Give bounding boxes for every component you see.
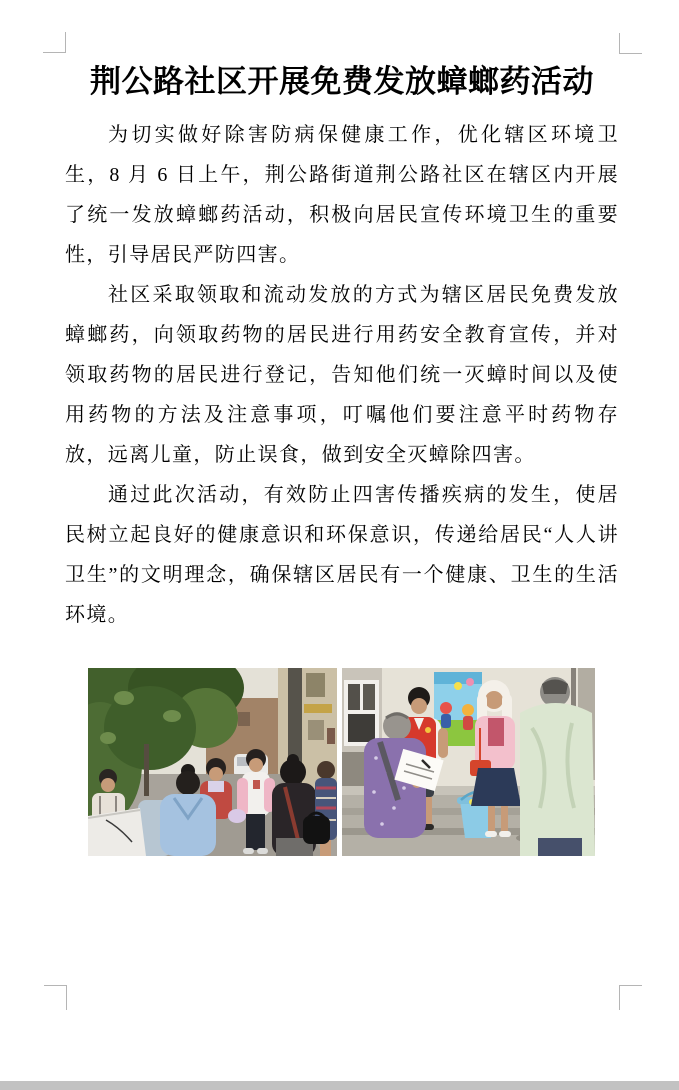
document-title: 荆公路社区开展免费发放蟑螂药活动 — [90, 64, 594, 99]
page-bottom-gap — [0, 1081, 679, 1090]
margin-mark-top-left — [43, 32, 66, 53]
photo-row — [88, 668, 595, 856]
body-paragraph-3: 通过此次活动，有效防止四害传播疾病的发生，使居民树立起良好的健康意识和环保意识，传递给居民“人人讲卫生”的文明理念，确保辖区居民有一个健康、卫生的生活环境。 — [65, 484, 619, 626]
margin-mark-bottom-right — [619, 985, 642, 1010]
margin-mark-bottom-left — [44, 985, 67, 1010]
margin-mark-top-right — [619, 33, 642, 54]
document-body — [65, 52, 619, 635]
photo-residents-gathering — [88, 668, 337, 856]
body-paragraph-1: 为切实做好除害防病保健康工作，优化辖区环境卫生，8 月 6 日上午，荆公路街道荆公路社区在辖区内开展了统一发放蟑螂药活动，积极向居民宣传环境卫生的重要性，引导居民严防四害。 — [65, 124, 619, 266]
body-paragraph-2: 社区采取领取和流动发放的方式为辖区居民免费发放蟑螂药，向领取药物的居民进行用药安全教育宣传，并对领取药物的居民进行登记，告知他们统一灭蟑时间以及使用药物的方法及注意事项，叮嘱他们要注意平时药物存放，远离儿童，防止误食，做到安全灭蟑除四害。 — [65, 284, 619, 466]
photo-volunteer-registration — [342, 668, 595, 856]
